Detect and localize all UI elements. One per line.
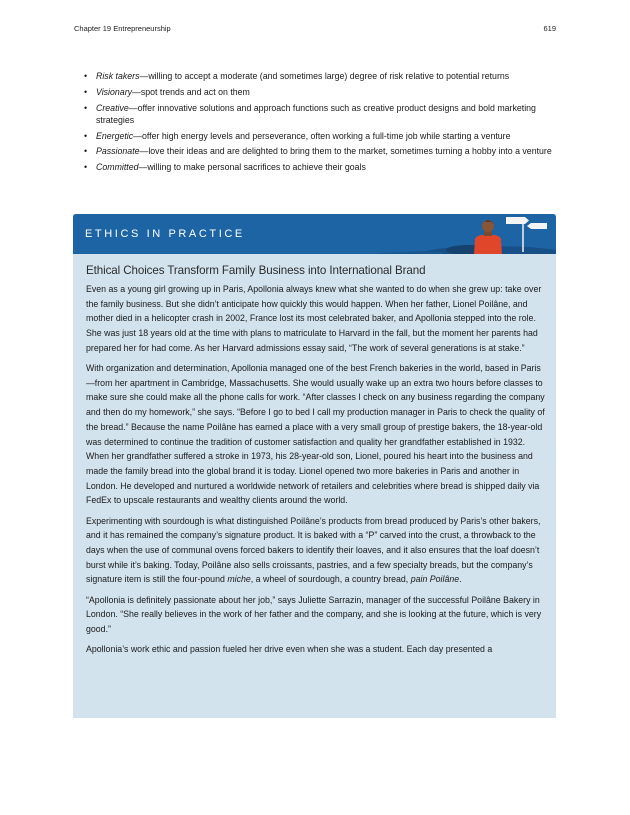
list-item: • Energetic—offer high energy levels and perseverance, often working a full-time job while starting a venture	[84, 130, 511, 141]
italic-term: pain Poilâne	[410, 574, 460, 585]
paragraph-text: , a wheel of sourdough, a country bread,	[250, 574, 411, 585]
list-item: • Passionate—love their ideas and are delighted to bring them to the market, sometimes turning a hobby into a venture	[84, 146, 552, 157]
list-item: • Visionary—spot trends and act on them	[84, 86, 250, 97]
feature-banner	[73, 214, 556, 254]
feature-body	[86, 264, 545, 662]
paragraph	[86, 514, 545, 588]
definition: —offer high energy levels and perseverance, often working a full-time job while starting a venture	[133, 130, 511, 141]
italic-term: miche	[227, 574, 251, 585]
term: Visionary	[96, 86, 133, 97]
term: Passionate	[96, 146, 140, 157]
definition: —offer innovative solutions and approach functions such as creative product designs and bold marketing strategies	[96, 102, 536, 125]
feature-heading: Ethical Choices Transform Family Business into International Brand	[86, 264, 426, 277]
definition: —willing to make personal sacrifices to achieve their goals	[138, 162, 366, 173]
definition: —spot trends and act on them	[132, 86, 250, 97]
definition: —willing to accept a moderate (and sometimes large) degree of risk relative to potential returns	[139, 71, 510, 81]
paragraph: Even as a young girl growing up in Paris, Apollonia always knew what she wanted to do when she grew up: take over the family business. But she didn’t anticipate how quickly this would happen. When her father, Lionel Poilâne, and mother died in a helicopter crash in 2002, France lost its most celebrated baker, and Apollonia stepped into the role. She was just 18 years old at the time with plans to matriculate to Harvard in the fall, but the moment her parents had prepared her for had come. As her Harvard admissions essay said, “The work of several generations is at stake.”	[86, 284, 542, 353]
ethics-feature-box	[73, 214, 556, 718]
definition: —love their ideas and are delighted to bring them to the market, sometimes turning a hobby into a venture	[139, 146, 552, 157]
paragraph: “Apollonia is definitely passionate about her job,” says Juliette Sarrazin, manager of the successful Poilâne Bakery in London. “She really believes in the work of her father and the company, and she is looking at the future, which is very good.”	[86, 594, 542, 634]
paragraph: Apollonia’s work ethic and passion fueled her drive even when she was a student. Each day presented a	[86, 644, 493, 655]
chapter-title: Chapter 19 Entrepreneurship	[74, 24, 171, 33]
list-item: • Creative—offer innovative solutions and approach functions such as creative product designs and bold marketing strategies	[84, 102, 536, 125]
running-header	[74, 24, 556, 33]
paragraph: With organization and determination, Apollonia managed one of the best French bakeries in the world, based in Paris—from her apartment in Cambridge, Massachusetts. She would usually wake up an extra two hours before classes to make sure she could make all the phone calls for work. “After classes I check on any business regarding the company and then do my homework,” she says. “Before I go to bed I call my production manager in Paris to check the quality of the bread.” Because the name Poilâne has earned a place with a very small group of prestige bakers, the 18-year-old was determined to continue the tradition of customer satisfaction and quality her grandfather established in 1932. When her grandfather suffered a stroke in 1973, his 28-year-old son, Lionel, poured his heart into the business and made the family bread into the global brand it is today. Lionel opened two more bakeries in Paris and another in London. He developed and nurtured a worldwide network of retailers and celebrities where bread is shipped daily via FedEx to upscale restaurants and wealthy clients around the world.	[86, 363, 545, 506]
term: Creative	[96, 102, 129, 113]
list-item: • Risk takers—willing to accept a moderate (and sometimes large) degree of risk relative to potential returns	[84, 71, 510, 81]
banner-title: ETHICS IN PRACTICE	[85, 228, 245, 240]
page-number: 619	[543, 24, 556, 33]
list-item: • Committed—willing to make personal sacrifices to achieve their goals	[84, 162, 366, 173]
trait-list	[84, 70, 554, 177]
term: Energetic	[96, 130, 134, 141]
term: Risk takers	[96, 71, 140, 81]
paragraph-text: .	[459, 574, 462, 585]
paragraph-text: Experimenting with sourdough is what distinguished Poilâne’s products from bread produced by Paris’s other bakers, and it has remained the company’s signature product. It is baked with a “P” carved into the crust, a throwback to the days when the use of communal ovens forced bakers to identify their loaves, and it also ensures that the loaf doesn’t burst while it’s baking. Today, Poilâne also sells croissants, pastries, and a few specialty breads, but the company’s signature item is still the four-pound	[86, 515, 541, 585]
term: Committed	[96, 162, 139, 173]
